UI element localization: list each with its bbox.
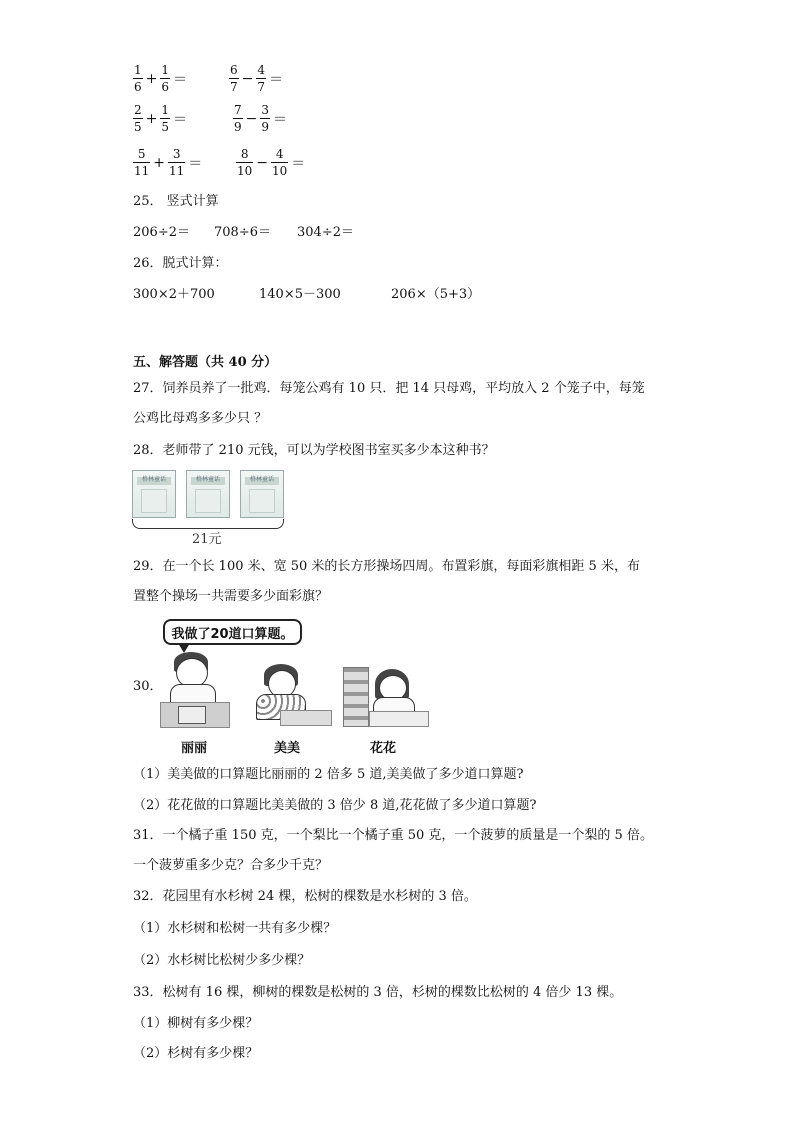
operator: + [153,154,166,171]
question-32-sub2: （2）水杉树比松树少多少棵？ [133,953,311,968]
q25-item-1: 206÷2＝ [133,225,190,240]
question-32-sub1: （1）水杉树和松树一共有多少棵？ [133,921,337,936]
fraction-exercise-3 [133,104,190,133]
equals-sign: ＝ [291,155,306,172]
q25-item-3: 304÷2＝ [297,225,354,240]
equals-sign: ＝ [269,71,284,88]
equals-sign: ＝ [173,111,188,128]
kid-name-meimei: 美美 [274,741,301,756]
equals-sign: ＝ [188,155,203,172]
question-29-line2: 置整个操场一共需要多少面彩旗？ [133,589,329,604]
question-27-line2: 公鸡比母鸡多多少只 ？ [133,411,268,426]
book-icon: 格林童话 [132,470,176,518]
fraction: $\frac{1}{6}$ [134,63,142,94]
fraction-exercise-6 [236,148,308,177]
kid-name-lili: 丽丽 [181,741,208,756]
fraction: $\frac{3}{9}$ [261,103,270,134]
question-30-number: 30． [133,679,163,694]
fraction: $\frac{6}{7}$ [230,63,238,94]
brace [132,519,284,529]
operator: − [256,154,269,171]
kid-name-huahua: 花花 [370,741,397,756]
girl-lili-illustration [160,650,228,728]
book-icon: 格林童话 [240,470,284,518]
operator: + [145,70,158,87]
fraction-exercise-5 [133,148,205,177]
fraction: $\frac{4}{10}$ [272,147,288,178]
fraction: $\frac{5}{11}$ [134,147,150,178]
fraction-exercise-4 [233,104,290,133]
fraction-exercise-2 [229,64,286,93]
fraction: $\frac{4}{7}$ [257,63,266,94]
section-5-heading: 五、解答题（共 40 分） [133,355,278,370]
operator: − [241,70,254,87]
fraction: $\frac{1}{6}$ [161,63,170,94]
question-25-title: 25． 竖式计算 [133,194,219,209]
girl-huahua-illustration [343,667,427,727]
q26-item-2: 140×5－300 [259,287,341,302]
book-illustration [132,470,284,526]
price-label: 21元 [192,532,222,547]
question-31-line1: 31．一个橘子重 150 克，一个梨比一个橘子重 50 克，一个菠萝的质量是一个梨的 5 倍。 [133,828,653,843]
equals-sign: ＝ [173,71,188,88]
fraction-exercise-1 [133,64,190,93]
operator: − [245,110,258,127]
fraction: $\frac{3}{11}$ [169,147,185,178]
question-33-text: 33．松树有 16 棵，柳树的棵数是松树的 3 倍，杉树的棵数比松树的 4 倍少 13 棵。 [133,985,623,1000]
question-33-sub1: （1）柳树有多少棵？ [133,1016,259,1031]
fraction: $\frac{7}{9}$ [234,103,242,134]
fraction: $\frac{8}{10}$ [237,147,253,178]
fraction: $\frac{2}{5}$ [134,103,142,134]
operator: + [145,110,158,127]
q25-item-2: 708÷6＝ [214,225,271,240]
question-32-text: 32．花园里有水杉树 24 棵，松树的棵数是水杉树的 3 倍。 [133,889,477,904]
question-29-line1: 29．在一个长 100 米、宽 50 米的长方形操场四周。布置彩旗，每面彩旗相距 5 米，布 [133,559,640,574]
question-28-text: 28．老师带了 210 元钱，可以为学校图书室买多少本这种书？ [133,443,495,458]
equals-sign: ＝ [273,111,288,128]
fraction: $\frac{1}{5}$ [161,103,170,134]
question-30-sub2: （2）花花做的口算题比美美做的 3 倍少 8 道,花花做了多少道口算题? [133,798,537,813]
girl-meimei-illustration [246,664,330,728]
question-30-sub1: （1）美美做的口算题比丽丽的 2 倍多 5 道,美美做了多少道口算题? [133,767,524,782]
question-31-line2: 一个菠萝重多少克？合多少千克？ [133,858,329,873]
speech-bubble: 我做了20道口算题。 [163,619,302,645]
q26-item-1: 300×2＋700 [133,287,215,302]
question-26-title: 26．脱式计算： [133,256,228,271]
question-27-line1: 27．饲养员养了一批鸡．每笼公鸡有 10 只．把 14 只母鸡，平均放入 2 个笼子中，每笼 [133,381,645,396]
q26-item-3: 206×（5+3） [391,287,481,302]
book-icon: 格林童话 [186,470,230,518]
question-33-sub2: （2）杉树有多少棵？ [133,1046,259,1061]
